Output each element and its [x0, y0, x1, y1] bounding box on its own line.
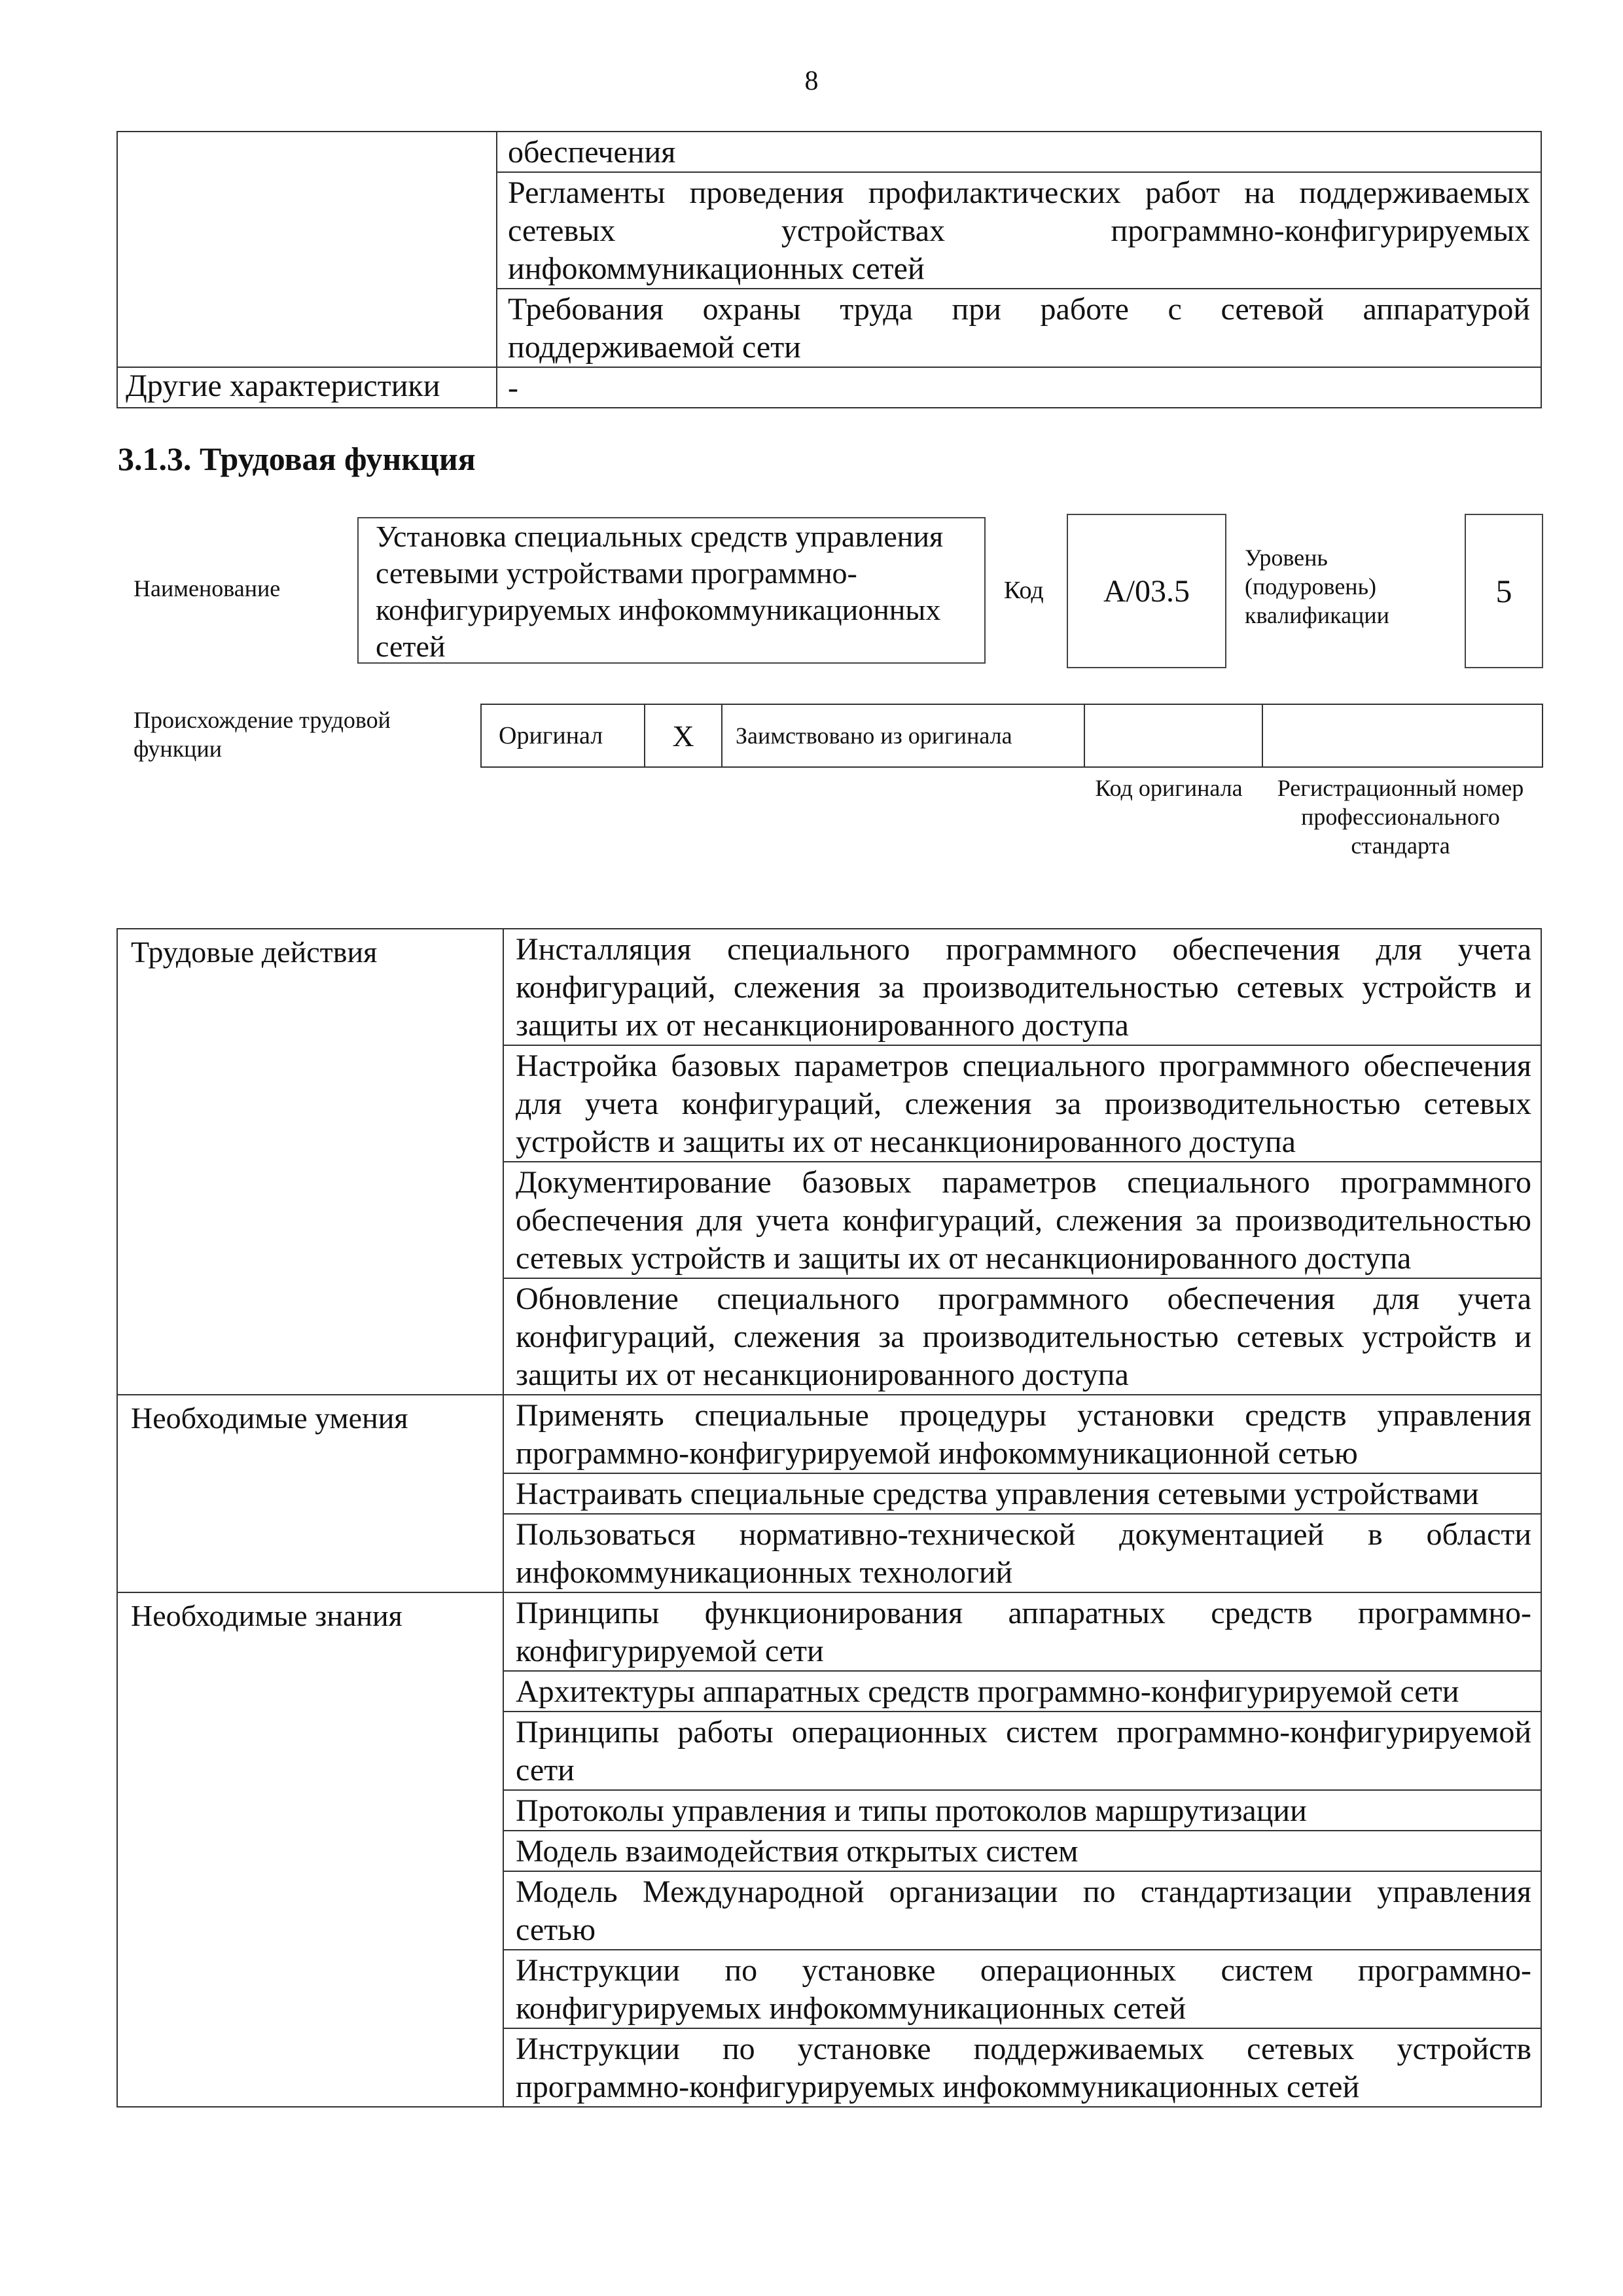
table-cell: Архитектуры аппаратных средств программно-конфигурируемой сети — [503, 1671, 1541, 1712]
table-cell: Принципы функционирования аппаратных средств программно-конфигурируемой сети — [503, 1592, 1541, 1671]
registration-caption: Регистрационный номер профессионального стандарта — [1277, 775, 1524, 859]
original-code-caption: Код оригинала — [1095, 775, 1243, 801]
name-label: Наименование — [134, 575, 281, 601]
table-row — [117, 1395, 1541, 1473]
table-cell: Настройка базовых параметров специального программного обеспечения для учета конфигураций, слежения за производительностью сетевых устройств и защиты их от несанкционированного доступа — [503, 1045, 1541, 1162]
table-cell: Настраивать специальные средства управления сетевыми устройствами — [503, 1473, 1541, 1514]
table-cell: - — [497, 367, 1541, 408]
continuation-table — [116, 131, 1542, 408]
row-label: Трудовые действия — [117, 929, 503, 1395]
table-cell: Применять специальные процедуры установки средств управления программно-конфигурируемой инфокоммуникационной сетью — [503, 1395, 1541, 1473]
table-cell: Модель Международной организации по стандартизации управления сетью — [503, 1871, 1541, 1950]
table-row — [117, 929, 1541, 1045]
table-cell: Модель взаимодействия открытых систем — [503, 1831, 1541, 1871]
section-heading: 3.1.3. Трудовая функция — [118, 440, 476, 477]
function-code-box: А/03.5 — [1067, 514, 1226, 668]
table-cell: Пользоваться нормативно-технической документацией в области инфокоммуникационных технологий — [503, 1514, 1541, 1592]
table-cell: Протоколы управления и типы протоколов маршрутизации — [503, 1790, 1541, 1831]
level-box: 5 — [1465, 514, 1543, 668]
origin-table — [480, 704, 1543, 768]
original-label: Оригинал — [481, 704, 645, 767]
row-label: Необходимые умения — [117, 1395, 503, 1592]
code-label: Код — [1004, 577, 1044, 604]
original-code-cell — [1084, 704, 1262, 767]
table-row — [117, 132, 1541, 172]
page-number: 8 — [804, 66, 819, 96]
row-label — [117, 132, 497, 367]
row-label: Другие характеристики — [117, 367, 497, 408]
original-mark: Х — [645, 704, 722, 767]
table-row — [117, 1592, 1541, 1671]
row-label: Необходимые знания — [117, 1592, 503, 2107]
table-cell: Регламенты проведения профилактических работ на поддерживаемых сетевых устройствах программно-конфигурируемых инфокоммуникационных сетей — [497, 172, 1541, 289]
borrowed-label: Заимствовано из оригинала — [722, 704, 1084, 767]
registration-number-cell — [1262, 704, 1543, 767]
function-name-box: Установка специальных средств управления сетевыми устройствами программно-конфигурируемых инфокоммуникационных сетей — [357, 517, 986, 664]
main-table — [116, 928, 1542, 2108]
table-cell: Инструкции по установке операционных систем программно-конфигурируемых инфокоммуникационных сетей — [503, 1950, 1541, 2028]
origin-label: Происхождение трудовой функции — [134, 707, 391, 762]
table-cell: Инсталляция специального программного обеспечения для учета конфигураций, слежения за производительностью сетевых устройств и защиты их от несанкционированного доступа — [503, 929, 1541, 1045]
table-cell: Обновление специального программного обеспечения для учета конфигураций, слежения за производительностью сетевых устройств и защиты их от несанкционированного доступа — [503, 1278, 1541, 1395]
level-label: Уровень (подуровень) квалификации — [1245, 545, 1389, 628]
table-cell: Документирование базовых параметров специального программного обеспечения для учета конфигураций, слежения за производительностью сетевых устройств и защиты их от несанкционированного доступа — [503, 1162, 1541, 1278]
table-cell: обеспечения — [497, 132, 1541, 172]
table-cell: Инструкции по установке поддерживаемых сетевых устройств программно-конфигурируемых инфокоммуникационных сетей — [503, 2028, 1541, 2107]
table-cell: Требования охраны труда при работе с сетевой аппаратурой поддерживаемой сети — [497, 289, 1541, 367]
table-cell: Принципы работы операционных систем программно-конфигурируемой сети — [503, 1712, 1541, 1790]
table-row — [117, 367, 1541, 408]
table-row — [481, 704, 1543, 767]
